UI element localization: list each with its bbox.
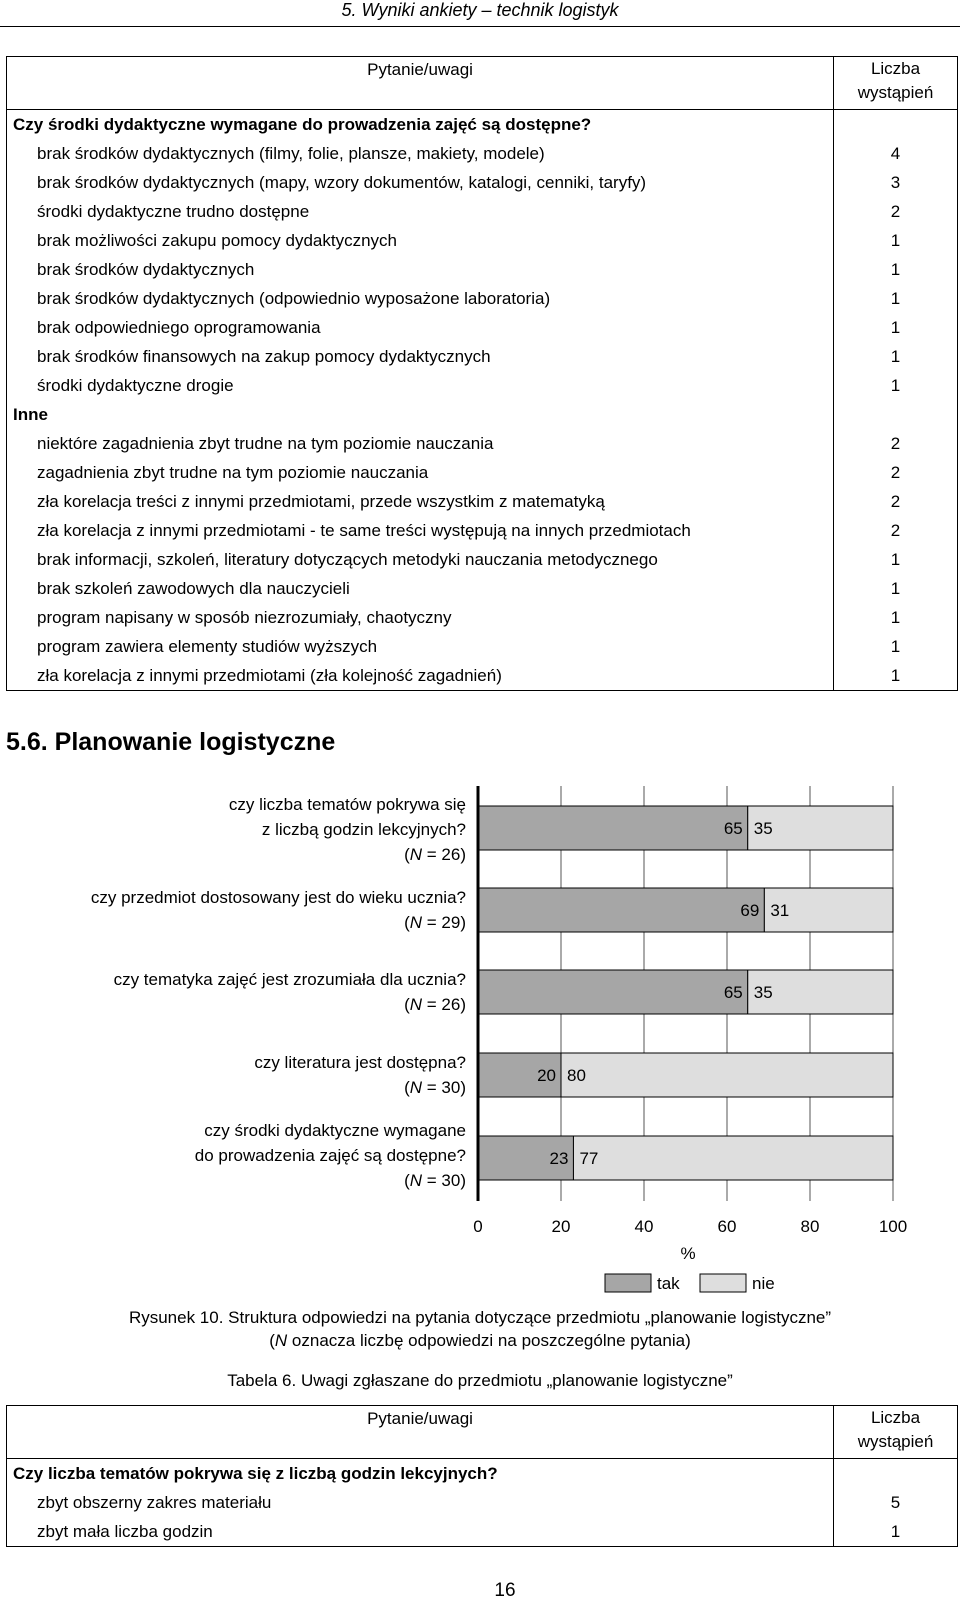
remark-text: brak szkoleń zawodowych dla nauczycieli [7, 574, 834, 603]
legend-label-nie: nie [752, 1274, 775, 1293]
remark-text: brak środków dydaktycznych (odpowiednio wyposażone laboratoria) [7, 284, 834, 313]
remark-count: 2 [834, 429, 958, 458]
col-header-question: Pytanie/uwagi [7, 1406, 834, 1459]
data-label-nie: 31 [770, 901, 790, 920]
remark-text: program zawiera elementy studiów wyższych [7, 632, 834, 661]
remark-count: 1 [834, 1517, 958, 1547]
remark-text: środki dydaktyczne drogie [7, 371, 834, 400]
bar-nie [573, 1136, 893, 1180]
chart-question-label: czy literatura jest dostępna? (N = 30) [254, 1053, 466, 1097]
remark-count: 5 [834, 1488, 958, 1517]
remark-count: 2 [834, 458, 958, 487]
remarks-table-bottom [6, 1405, 958, 1547]
bar-tak [478, 806, 748, 850]
remark-text: zła korelacja z innymi przedmiotami - te same treści występują na innych przedmiotach [7, 516, 834, 545]
data-label-tak: 65 [723, 819, 743, 838]
data-label-tak: 65 [723, 983, 743, 1002]
col-header-question: Pytanie/uwagi [7, 57, 834, 110]
remark-text: zła korelacja z innymi przedmiotami (zła kolejność zagadnień) [7, 661, 834, 691]
remark-text: program napisany w sposób niezrozumiały, chaotyczny [7, 603, 834, 632]
chart-question-label: czy przedmiot dostosowany jest do wieku ucznia? (N = 29) [90, 888, 466, 932]
data-label-nie: 80 [567, 1066, 586, 1085]
figure-caption: Rysunek 10. Struktura odpowiedzi na pytania dotyczące przedmiotu „planowanie logistyczne” (N oznacza liczbę odpowiedzi na poszczególne pytania) [128, 1308, 832, 1350]
remark-text: brak środków dydaktycznych (filmy, folie, plansze, makiety, modele) [7, 139, 834, 168]
remark-count: 2 [834, 487, 958, 516]
remark-count: 1 [834, 313, 958, 342]
chart-question-label: czy liczba tematów pokrywa się z liczbą godzin lekcyjnych? (N = 26) [228, 795, 466, 864]
remark-text: niektóre zagadnienia zbyt trudne na tym poziomie nauczania [7, 429, 834, 458]
table-header-row [7, 1406, 958, 1459]
legend-label-tak: tak [657, 1274, 680, 1293]
remark-text: brak informacji, szkoleń, literatury dotyczących metodyki nauczania metodycznego [7, 545, 834, 574]
remark-text: zbyt obszerny zakres materiału [7, 1488, 834, 1517]
data-label-tak: 23 [549, 1149, 569, 1168]
chart-question-label: czy tematyka zajęć jest zrozumiała dla ucznia? (N = 26) [113, 970, 466, 1014]
remark-count: 1 [834, 545, 958, 574]
x-tick-label: 80 [800, 1217, 820, 1236]
x-axis-label: % [680, 1244, 696, 1263]
bar-tak [478, 970, 748, 1014]
section-title: 5.6. Planowanie logistyczne [6, 728, 336, 756]
remark-text: zła korelacja treści z innymi przedmiotami, przede wszystkim z matematyką [7, 487, 834, 516]
remark-count: 1 [834, 226, 958, 255]
remark-text: brak środków dydaktycznych [7, 255, 834, 284]
x-tick-label: 60 [717, 1217, 737, 1236]
col-header-count: Liczba wystąpień [834, 1406, 958, 1459]
remark-count: 3 [834, 168, 958, 197]
data-label-tak: 69 [740, 901, 760, 920]
remark-text: brak odpowiedniego oprogramowania [7, 313, 834, 342]
legend-swatch-tak [605, 1274, 651, 1292]
x-tick-label: 40 [634, 1217, 654, 1236]
remark-count: 1 [834, 255, 958, 284]
remark-count: 1 [834, 574, 958, 603]
remark-text: brak środków finansowych na zakup pomocy dydaktycznych [7, 342, 834, 371]
data-label-nie: 77 [579, 1149, 599, 1168]
table-caption: Tabela 6. Uwagi zgłaszane do przedmiotu „planowanie logistyczne” [227, 1371, 733, 1390]
legend-swatch-nie [700, 1274, 746, 1292]
table-section-row [7, 1459, 958, 1489]
page-number: 16 [494, 1580, 516, 1601]
table-row [7, 1488, 958, 1517]
table-row [7, 1517, 958, 1547]
remark-count: 1 [834, 342, 958, 371]
section-heading: Czy środki dydaktyczne wymagane do prowadzenia zajęć są dostępne? [7, 110, 834, 140]
remark-count: 1 [834, 284, 958, 313]
running-title: 5. Wyniki ankiety – technik logistyk [341, 0, 619, 20]
remark-count: 1 [834, 632, 958, 661]
x-tick-label: 0 [473, 1217, 483, 1236]
x-tick-label: 20 [551, 1217, 571, 1236]
remark-text: brak środków dydaktycznych (mapy, wzory dokumentów, katalogi, cenniki, taryfy) [7, 168, 834, 197]
col-header-count: Liczba wystąpień [834, 57, 958, 110]
remark-text: zbyt mała liczba godzin [7, 1517, 834, 1547]
chart-question-label: czy środki dydaktyczne wymagane do prowadzenia zajęć są dostępne? (N = 30) [194, 1121, 466, 1190]
remark-text: zagadnienia zbyt trudne na tym poziomie nauczania [7, 458, 834, 487]
bar-tak [478, 888, 764, 932]
x-tick-label: 100 [878, 1217, 908, 1236]
section-heading: Czy liczba tematów pokrywa się z liczbą godzin lekcyjnych? [7, 1459, 834, 1489]
remark-count: 2 [834, 197, 958, 226]
section-heading: Inne [7, 400, 834, 429]
remark-count: 1 [834, 603, 958, 632]
data-label-nie: 35 [753, 983, 773, 1002]
data-label-tak: 20 [537, 1066, 556, 1085]
remark-count: 4 [834, 139, 958, 168]
remark-count: 1 [834, 371, 958, 400]
remark-count: 1 [834, 661, 958, 691]
remark-count [834, 1459, 958, 1489]
remark-count: 2 [834, 516, 958, 545]
bar-nie [561, 1053, 893, 1097]
remark-text: brak możliwości zakupu pomocy dydaktycznych [7, 226, 834, 255]
remark-text: środki dydaktyczne trudno dostępne [7, 197, 834, 226]
data-label-nie: 35 [753, 819, 773, 838]
